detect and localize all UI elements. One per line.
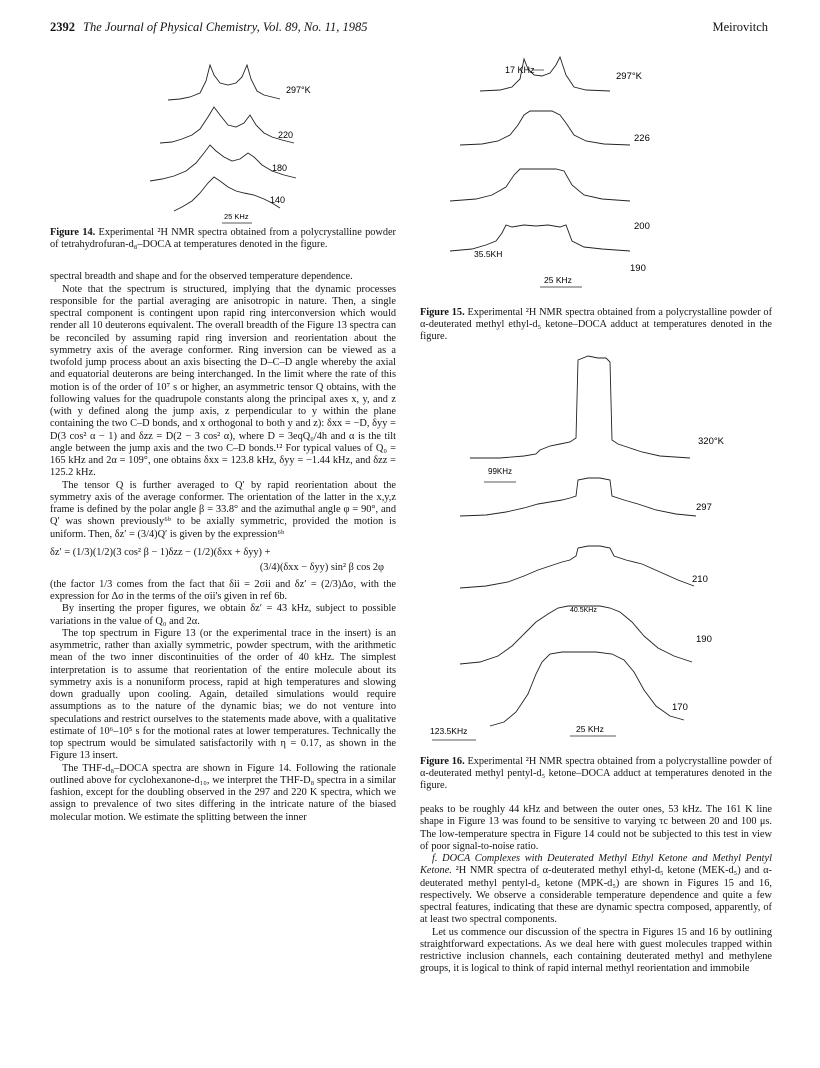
fig16-trace-190 bbox=[460, 606, 692, 664]
fig14-label-180: 180 bbox=[272, 163, 288, 173]
fig16-annot-99khz: 99KHz bbox=[488, 466, 513, 476]
left-para-2: Note that the spectrum is structured, implying that the dynamic processes responsible for the partial averaging are anisotropic in nature. Then, a single spectral component is contingent upon rapid ring interconversion which would render all 10 deuterons equivalent. The overall breadth of the Figure 13 spectra can be reconciled by assuming rapid ring inversion and reorientation about the symmetry axis of the average conformer. Ring inversion can be viewed as a twofold jump process about an axis bisecting the D–C–D angle whereby the axial and equatorial deuterons are being interchanged. In the limit where the rate of this motion is of the order of 10⁷ s or higher, an asymmetric tensor Q obtains, with the following values for the quadrupole constants along the principal axes x, y, and z (with y defined along the jump axis, z perpendicular to y within the plane containing the two C–D bonds, and x orthogonal to both y and z): δxx = −D, δyy = D(3 cos² α − 1) and δzz = D(2 − 3 cos² α), where D = 3eqQ₀/4h and α is the tilt angle between the jump axis and the two C–D bonds.¹² For typical values of Q₀ = 165 kHz and 2α = 109°, one obtains δxx = 123.8 kHz, δyy = −1.44 kHz, and δzz = 125.2 kHz. bbox=[50, 283, 396, 479]
fig15-scale-label: 25 KHz bbox=[544, 275, 572, 285]
figure-15-spectra bbox=[420, 45, 772, 307]
fig14-label-220: 220 bbox=[278, 130, 294, 140]
left-para-4: (the factor 1/3 comes from the fact that δii = 2σii and δz′ = (2/3)Δσ, with the expression for Δσ in the terms of the σii's given in ref 6b. bbox=[50, 578, 396, 603]
figure-14-spectra bbox=[50, 45, 396, 227]
left-para-1: spectral breadth and shape and for the observed temperature dependence. bbox=[50, 271, 353, 283]
fig16-label-210: 210 bbox=[692, 573, 708, 585]
fig14-trace-220 bbox=[160, 107, 294, 143]
fig16-trace-320 bbox=[470, 356, 690, 458]
right-body-text bbox=[420, 804, 772, 976]
fig14-label-140: 140 bbox=[270, 195, 286, 205]
right-para-2: f. DOCA Complexes with Deuterated Methyl Ethyl Ketone and Methyl Pentyl Ketone. ²H NMR spectra of α-deuterated methyl ethyl-d₅ ketone (MEK-d₅) and α-deuterated methyl pentyl-d₅ ketone (MPK-d₅) are shown in Figures 15 and 16, respectively. We observe a considerable temperature dependence and quite a few spectral features, indicating that these are dynamic spectra composed, apparently, of at least two spectral components. bbox=[420, 853, 772, 926]
fig15-trace-190 bbox=[450, 225, 630, 251]
fig15-trace-200 bbox=[450, 169, 630, 201]
right-column bbox=[420, 45, 772, 1045]
fig16-annot-1235khz: 123.5KHz bbox=[430, 725, 468, 736]
figure-14 bbox=[50, 45, 396, 251]
fig15-label-190: 190 bbox=[630, 263, 646, 274]
fig15-label-200: 200 bbox=[634, 221, 650, 232]
left-para-7: The THF-d₈–DOCA spectra are shown in Figure 14. Following the rationale outlined above for cyclohexanone-d₁₀, we interpret the THF-D₈ spectra in a similar fashion, except for the doubling observed in the 297 and 220 K spectra, which we assign to prevalence of two sites differing in the intricate nature of the biased molecular motion. We estimate the splitting between the inner bbox=[50, 762, 396, 823]
left-para-3: The tensor Q is further averaged to Q′ by rapid reorientation about the symmetry axis of the average conformer. The orientation of the latter in the x,y,z frame is defined by the polar angle β = 33.8° and the azimuthal angle φ = 90°, and Q′ was shown previously⁶ᵇ to be axially symmetric, provided the motion is uniform. Then, δz′ = (3/4)Q′ is given by the expression⁶ᵇ bbox=[50, 479, 396, 540]
fig15-label-297: 297°K bbox=[616, 71, 642, 82]
fig16-annot-405khz: 40.5KHz bbox=[570, 606, 597, 614]
figure-16 bbox=[420, 350, 772, 793]
fig15-trace-226 bbox=[460, 111, 630, 145]
figure-16-caption: Figure 16. Experimental ²H NMR spectra obtained from a polycrystalline powder of α-deuterated methyl pentyl-d₅ ketone–DOCA adduct at temperatures denoted in the figure. bbox=[420, 755, 772, 792]
fig16-trace-297 bbox=[460, 478, 696, 516]
equation-line-2: (3/4)(δxx − δyy) sin² β cos 2φ bbox=[259, 561, 384, 573]
fig14-trace-140 bbox=[174, 177, 280, 211]
running-header-author: Meirovitch bbox=[712, 20, 768, 34]
fig14-scale-label: 25 KHz bbox=[224, 212, 249, 221]
right-para-3: Let us commence our discussion of the spectra in Figures 15 and 16 by outlining straightforward expectations. As we deal here with guest molecules trapped within restrictive inclusion channels, each containing deuterated methyl and methylene groups, it is logical to think of rapid internal methyl reorientation and immobile bbox=[420, 926, 772, 975]
left-para-5: By inserting the proper figures, we obtain δz′ = 43 kHz, subject to possible variations in the value of Q₀ and 2α. bbox=[50, 603, 396, 627]
left-body-text bbox=[50, 271, 396, 824]
figure-15 bbox=[420, 45, 772, 344]
fig16-label-170: 170 bbox=[672, 701, 688, 713]
equation-delta-z bbox=[50, 545, 396, 575]
left-para-6: The top spectrum in Figure 13 (or the experimental trace in the insert) is an asymmetric, rather than axially symmetric, powder spectrum, with the arithmetic mean of the two inner discontinuities of the order of 40 kHz. The simplest interpretation is to assume that reorientation of the entire molecule about its symmetry axis is a nonuniform process, rapid at high temperatures and slowing down gradually upon cooling. Again, detailed simulations would require assumptions as to the nature of the dynamic bias; we do not venture into speculations and restrict ourselves to the statements made above, with a qualitative estimate of 10⁶–10⁵ s for the motional rates at lower temperatures. Technically the top spectrum would be simulated satisfactorily with η = 0.17, as shown in the Figure 13 insert. bbox=[50, 627, 396, 762]
fig16-trace-210 bbox=[460, 546, 694, 588]
fig16-label-320: 320°K bbox=[698, 435, 724, 447]
fig15-annot-355khz: 35.5KH bbox=[474, 249, 503, 259]
fig15-annot-17khz: 17 KHz bbox=[505, 65, 535, 75]
fig15-label-226: 226 bbox=[634, 133, 650, 144]
fig16-trace-170 bbox=[490, 652, 684, 726]
fig14-label-297: 297°K bbox=[286, 85, 311, 95]
right-para-1: peaks to be roughly 44 kHz and between the outer ones, 53 kHz. The 161 K line shape in Figure 13 was found to be sensitive to varying τc between 20 and 100 μs. The low-temperature spectra in Figure 14 could not be subjected to this test in view of poor signal-to-noise ratio. bbox=[420, 804, 772, 852]
journal-citation: The Journal of Physical Chemistry, Vol. 89, No. 11, 1985 bbox=[83, 20, 368, 34]
section-heading-f: f. DOCA Complexes with Deuterated Methyl Ethyl Ketone and Methyl Pentyl Ketone. bbox=[420, 853, 772, 877]
fig15-trace-297 bbox=[480, 57, 610, 91]
fig14-trace-297 bbox=[168, 65, 280, 100]
fig16-scale-label: 25 KHz bbox=[576, 723, 604, 734]
figure-16-spectra bbox=[420, 350, 772, 756]
fig16-label-297: 297 bbox=[696, 501, 712, 513]
page-number: 2392 bbox=[50, 20, 75, 34]
running-header-left bbox=[50, 20, 367, 35]
left-column bbox=[50, 45, 396, 1045]
figure-15-caption: Figure 15. Experimental ²H NMR spectra obtained from a polycrystalline powder of α-deuterated methyl ethyl-d₅ ketone–DOCA adduct at temperatures denoted in the figure. bbox=[420, 307, 772, 343]
figure-14-caption: Figure 14. Experimental ²H NMR spectra obtained from a polycrystalline powder of tetrahydrofuran-d₈–DOCA at temperatures denoted in the figure. bbox=[50, 227, 396, 251]
equation-line-1: δz′ = (1/3)(1/2)(3 cos² β − 1)δzz − (1/2)(δxx + δyy) + bbox=[50, 546, 271, 558]
fig16-label-190: 190 bbox=[696, 633, 712, 645]
